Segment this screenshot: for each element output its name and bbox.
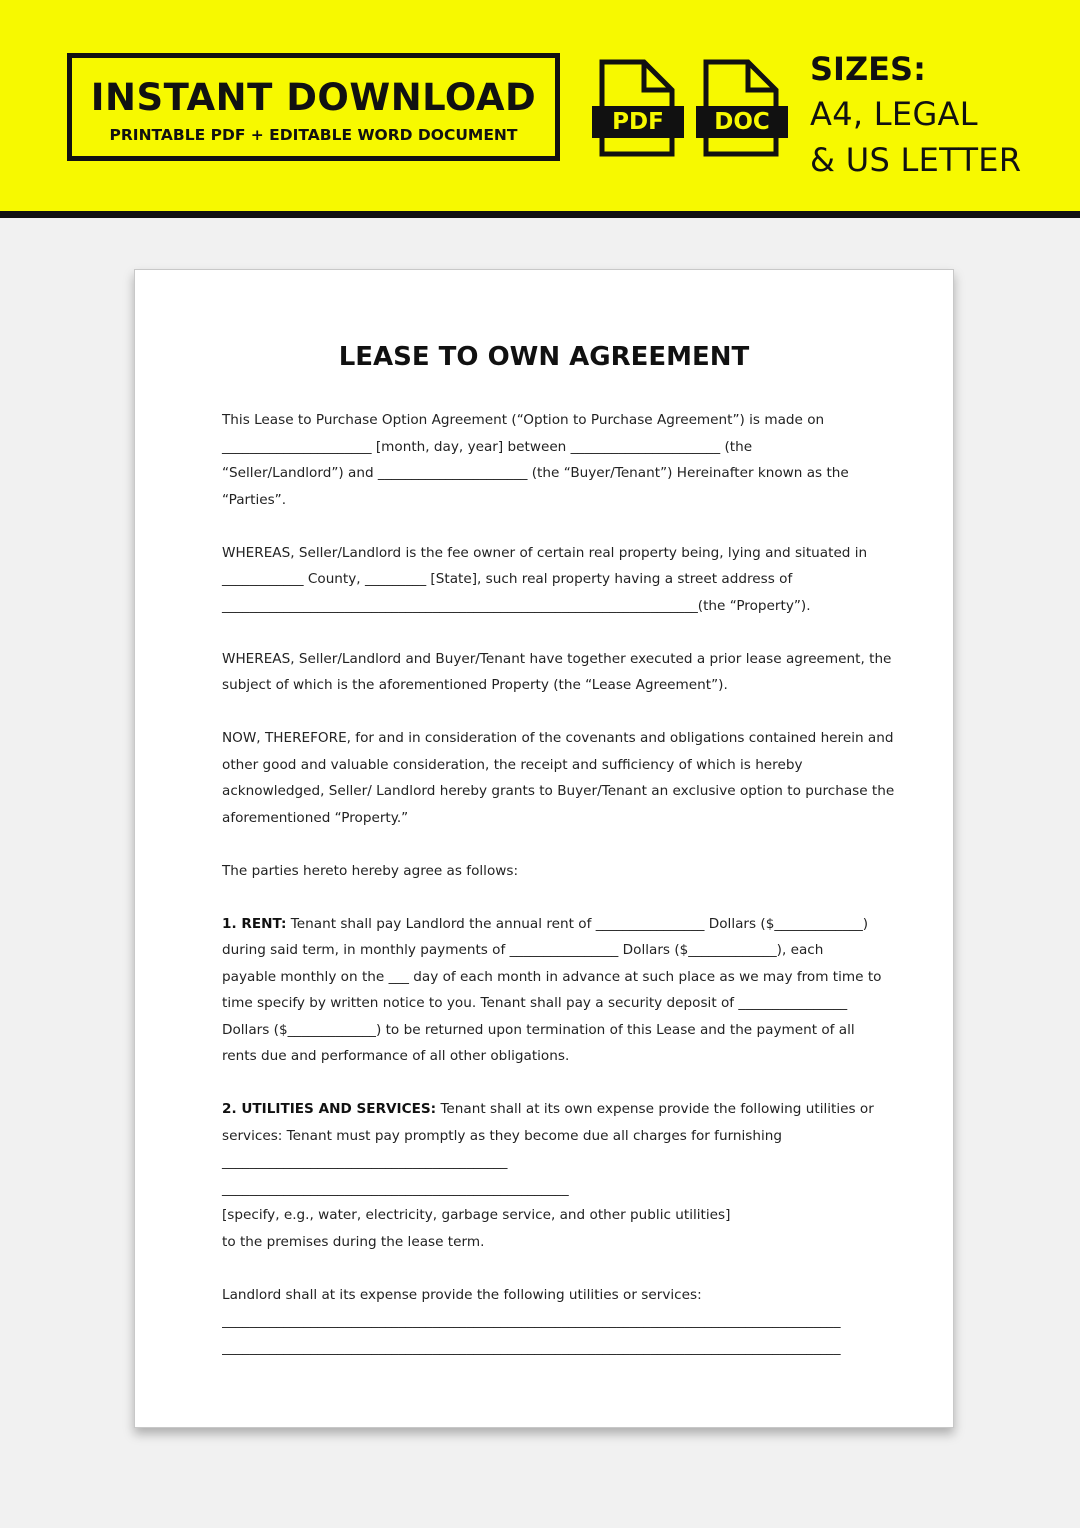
text-line: ____________ County, _________ [State], such real property having a street address of	[222, 571, 793, 587]
utilities-section	[222, 1096, 882, 1255]
utilities-heading: 2. UTILITIES AND SERVICES:	[222, 1101, 437, 1117]
intro-paragraph	[222, 407, 882, 513]
rent-section	[222, 911, 882, 1070]
sizes-label: SIZES:	[810, 50, 926, 88]
sizes-line-2: & US LETTER	[810, 141, 1022, 179]
text-line: “Parties”.	[222, 491, 287, 508]
text-line: Dollars ($_____________) to be returned upon termination of this Lease and the payment of all	[222, 1021, 855, 1038]
text-line: during said term, in monthly payments of ________________ Dollars ($_____________), each	[222, 942, 824, 958]
banner-divider	[0, 211, 1080, 218]
text-line: [specify, e.g., water, electricity, garbage service, and other public utilities]	[222, 1207, 731, 1223]
text-line: ______________________________________________________________________(the “Property”).	[222, 597, 811, 614]
rent-first-line	[222, 911, 882, 938]
instant-download-box	[67, 53, 560, 161]
document-title: LEASE TO OWN AGREEMENT	[338, 342, 750, 372]
pdf-file-icon	[592, 58, 684, 158]
rent-first-text: Tenant shall pay Landlord the annual rent of ________________ Dollars ($_____________)	[290, 915, 869, 932]
utilities-first-text: Tenant shall at its own expense provide the following utilities or	[440, 1101, 874, 1117]
text-line: Landlord shall at its expense provide the following utilities or services:	[222, 1286, 702, 1303]
text-line: acknowledged, Seller/ Landlord hereby grants to Buyer/Tenant an exclusive option to purchase the	[222, 783, 895, 799]
now-therefore-paragraph	[222, 725, 895, 831]
text-line: The parties hereto hereby agree as follows:	[222, 862, 519, 879]
blank-line: ___________________________________________________________________________________________	[222, 1339, 841, 1356]
sizes-info	[810, 50, 1021, 186]
text-line: other good and valuable consideration, the receipt and sufficiency of which is hereby	[222, 756, 803, 773]
text-line: This Lease to Purchase Option Agreement (“Option to Purchase Agreement”) is made on	[222, 412, 825, 428]
instant-download-headline: INSTANT DOWNLOAD	[90, 76, 537, 119]
doc-format-label: DOC	[696, 106, 788, 138]
text-line: WHEREAS, Seller/Landlord and Buyer/Tenant have together executed a prior lease agreement, the	[222, 650, 892, 667]
pdf-format-label: PDF	[592, 106, 684, 138]
text-line: “Seller/Landlord”) and ______________________ (the “Buyer/Tenant”) Hereinafter known as the	[222, 465, 849, 481]
blank-line: ___________________________________________________________________________________________	[222, 1313, 841, 1329]
text-line: NOW, THEREFORE, for and in consideration of the covenants and obligations contained herein and	[222, 730, 894, 746]
whereas-property-paragraph	[222, 540, 882, 620]
blank-line: ___________________________________________________	[222, 1180, 569, 1197]
text-line: services: Tenant must pay promptly as they become due all charges for furnishing	[222, 1127, 783, 1144]
text-line: WHEREAS, Seller/Landlord is the fee owner of certain real property being, lying and situated in	[222, 544, 868, 561]
text-line: subject of which is the aforementioned Property (the “Lease Agreement”).	[222, 677, 728, 693]
utilities-first-line	[222, 1096, 882, 1123]
text-line: ______________________ [month, day, year] between ______________________ (the	[222, 438, 753, 455]
doc-file-icon	[696, 58, 788, 158]
text-line: rents due and performance of all other obligations.	[222, 1048, 570, 1064]
whereas-lease-paragraph	[222, 646, 892, 699]
promo-banner	[0, 0, 1080, 211]
text-line: to the premises during the lease term.	[222, 1233, 485, 1250]
text-line: time specify by written notice to you. Tenant shall pay a security deposit of ________________	[222, 995, 848, 1011]
text-line: aforementioned “Property.”	[222, 809, 409, 826]
instant-download-subheadline: PRINTABLE PDF + EDITABLE WORD DOCUMENT	[109, 126, 518, 144]
document-page	[134, 269, 954, 1428]
rent-heading: 1. RENT:	[222, 915, 287, 932]
landlord-utilities-section	[222, 1282, 882, 1362]
document-body	[222, 407, 895, 1388]
blank-line: __________________________________________	[222, 1154, 508, 1170]
agree-paragraph	[222, 858, 882, 885]
sizes-line-1: A4, LEGAL	[810, 95, 978, 133]
text-line: payable monthly on the ___ day of each month in advance at such place as we may from time to	[222, 968, 882, 985]
